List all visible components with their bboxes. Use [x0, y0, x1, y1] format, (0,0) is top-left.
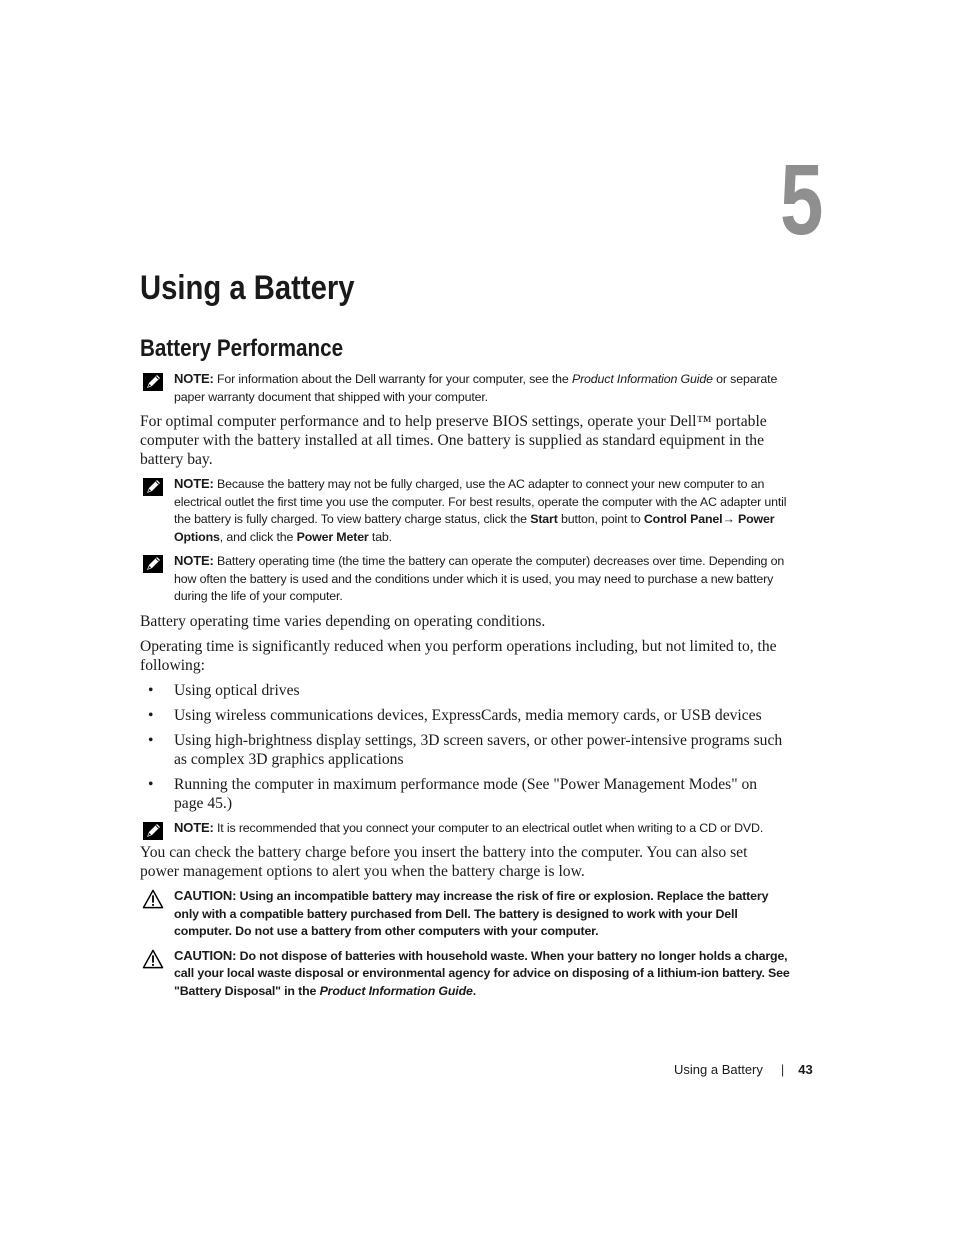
caution-triangle-icon	[142, 889, 164, 909]
list-item-text: Using high-brightness display settings, 3D screen savers, or other power-intensive programs such as complex 3D graphics applications	[174, 731, 783, 768]
list-item-text: Using optical drives	[174, 681, 300, 699]
body-paragraph: You can check the battery charge before you insert the battery into the computer. You can also set power management options to alert you when the battery charge is low.	[140, 844, 748, 880]
caution-text: .	[472, 983, 477, 998]
page-number: 43	[798, 1062, 813, 1077]
note-block	[140, 370, 790, 406]
section-title: Battery Performance	[140, 335, 344, 362]
note-pencil-icon	[142, 477, 164, 497]
footer-section-name: Using a Battery	[674, 1062, 763, 1077]
footer-separator: |	[780, 1062, 785, 1077]
note-text: For information about the Dell warranty for your computer, see the	[217, 372, 572, 386]
note-text: Because the battery may not be fully charged, use the AC adapter to connect your new computer to an electrical outlet the first time you use the computer. For best results, operate the computer with the AC adapter until the battery is fully charged. To view battery charge status, click the	[174, 477, 787, 526]
arrow-glyph: →	[722, 512, 735, 526]
ui-term: Control Panel	[643, 512, 723, 526]
ui-term: Start	[530, 512, 558, 526]
note-pencil-icon	[142, 554, 164, 574]
note-block	[140, 819, 790, 838]
caution-block	[140, 947, 790, 1001]
page-content	[140, 370, 790, 1006]
list-item	[140, 681, 790, 700]
note-text: or separate paper warranty document that shipped with your computer.	[174, 372, 778, 404]
caution-italic-text: Product Information Guide	[319, 983, 473, 998]
page-footer	[674, 1061, 824, 1079]
caution-label: CAUTION:	[174, 947, 237, 963]
bullet-glyph: •	[148, 775, 154, 793]
chapter-title: Using a Battery	[140, 269, 355, 307]
ui-term: Power Meter	[296, 529, 369, 544]
bullet-glyph: •	[148, 706, 154, 724]
note-pencil-icon	[142, 821, 164, 841]
note-text: , and click the	[219, 529, 297, 544]
note-label: NOTE:	[174, 371, 214, 386]
list-item	[140, 706, 790, 725]
note-label: NOTE:	[174, 819, 214, 835]
note-label: NOTE:	[174, 476, 214, 491]
caution-block	[140, 887, 790, 941]
list-item-text: Running the computer in maximum performance mode (See "Power Management Modes" on page 45.)	[174, 775, 758, 812]
body-paragraph: Operating time is significantly reduced when you perform operations including, but not limited to, the following:	[140, 637, 777, 674]
caution-text: Do not dispose of batteries with household waste. When your battery no longer holds a charge, call your local waste disposal or environmental agency for advice on disposing of a lithium-ion battery. See "Battery Disposal" in the	[174, 948, 790, 998]
note-italic-text: Product Information Guide	[571, 372, 713, 386]
note-block	[140, 475, 790, 546]
list-item-text: Using wireless communications devices, ExpressCards, media memory cards, or USB devices	[174, 706, 762, 724]
note-text: tab.	[368, 529, 392, 544]
caution-label: CAUTION:	[174, 888, 237, 903]
bullet-glyph: •	[148, 681, 154, 699]
note-label: NOTE:	[174, 553, 214, 568]
bullet-glyph: •	[148, 731, 154, 749]
note-text: button, point to	[557, 512, 644, 526]
list-item	[140, 775, 790, 813]
note-text: Battery operating time (the time the battery can operate the computer) decreases over time. Depending on how often the battery is used and the conditions under which it is used, you may need to purchase a new battery during the life of your computer.	[174, 554, 785, 603]
note-text: It is recommended that you connect your computer to an electrical outlet when writing to a CD or DVD.	[217, 820, 764, 835]
bullet-list	[140, 681, 790, 813]
caution-text: Using an incompatible battery may increase the risk of fire or explosion. Replace the battery only with a compatible battery purchased from Dell. The battery is designed to work with your Dell computer. Do not use a battery from other computers with your computer.	[174, 889, 769, 938]
note-block	[140, 552, 790, 606]
body-paragraph: For optimal computer performance and to help preserve BIOS settings, operate your Dell™ portable computer with the battery installed at all times. One battery is supplied as standard equipment in the battery bay.	[140, 413, 767, 468]
body-paragraph: Battery operating time varies depending on operating conditions.	[140, 612, 546, 630]
caution-triangle-icon	[142, 949, 164, 969]
list-item	[140, 731, 790, 769]
note-pencil-icon	[142, 372, 164, 392]
ui-term: Power Options	[174, 512, 775, 544]
chapter-number: 5	[780, 144, 824, 256]
